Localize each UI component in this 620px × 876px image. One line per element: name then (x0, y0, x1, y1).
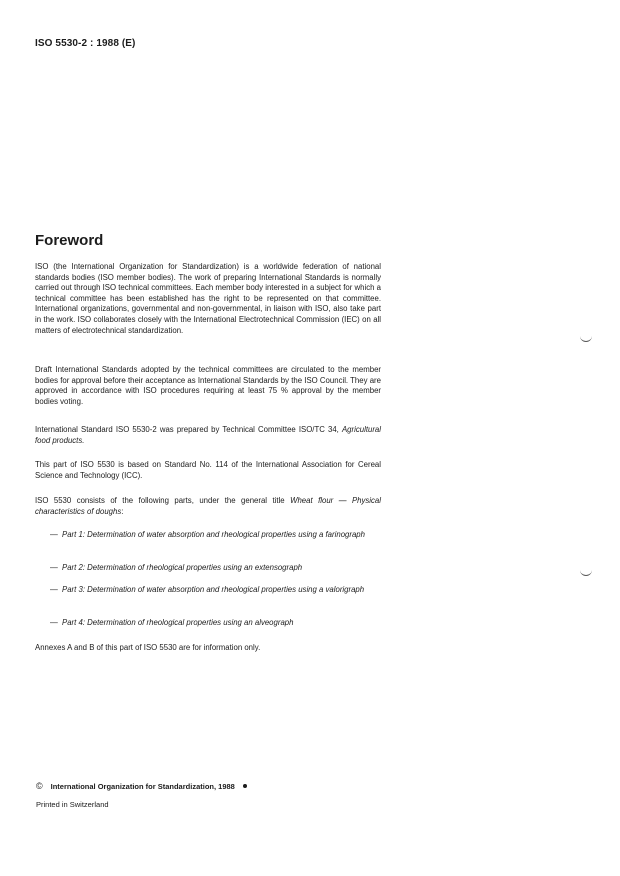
paragraph-committee (35, 425, 381, 446)
list-dash: — (50, 563, 58, 572)
part-label: Part 2 (62, 563, 83, 572)
paragraph-draft-standards: Draft International Standards adopted by the technical committees are circulated to the member bodies for approval before their acceptance as International Standards by the ISO Council. They are approved in accordance with ISO procedures requiring at least 75 % approval by the member bodies voting. (35, 365, 381, 406)
list-item-part-3 (50, 585, 381, 596)
parts-intro-end: : (121, 506, 124, 516)
committee-text: International Standard ISO 5530-2 was prepared by Technical Committee ISO/TC 34, (35, 425, 339, 434)
list-item-part-1 (50, 530, 381, 541)
part-title: : Determination of water absorption and rheological properties using a valorigraph (82, 585, 365, 594)
copyright-line (36, 781, 247, 791)
paragraph-parts-intro (35, 496, 381, 517)
part-title: : Determination of rheological properties using an extensograph (82, 563, 303, 572)
bullet-icon (243, 784, 247, 788)
part-label: Part 4 (62, 618, 83, 627)
paragraph-annexes: Annexes A and B of this part of ISO 5530 are for information only. (35, 643, 261, 652)
list-dash: — (50, 585, 58, 594)
committee-italic: Agricultural food products. (35, 425, 381, 445)
parts-intro-text: ISO 5530 consists of the following parts, under the general title (35, 496, 285, 505)
margin-mark (580, 570, 592, 576)
part-title: : Determination of rheological properties using an alveograph (82, 618, 294, 627)
part-label: Part 1 (62, 530, 83, 539)
printed-in: Printed in Switzerland (36, 800, 109, 809)
paragraph-icc-basis: This part of ISO 5530 is based on Standard No. 114 of the International Association for Cereal Science and Technology (ICC). (35, 460, 381, 480)
part-title: : Determination of water absorption and rheological properties using a farinograph (82, 530, 365, 539)
list-dash: — (50, 618, 58, 627)
foreword-heading: Foreword (35, 232, 104, 249)
paragraph-iso-overview: ISO (the International Organization for Standardization) is a worldwide federation of national standards bodies (ISO member bodies). The work of preparing International Standards is normally carried out through ISO technical committees. Each member body interested in a subject for which a technical committee has been established has the right to be represented on that committee. International organizations, governmental and non-governmental, in liaison with ISO, also take part in the work. ISO collaborates closely with the International Electrotechnical Commission (IEC) on all matters of electrotechnical standardization. (35, 262, 381, 335)
margin-mark (580, 336, 592, 342)
list-item-part-2 (50, 563, 381, 574)
list-item-part-4 (50, 618, 381, 629)
parts-intro-italic: Wheat flour — Physical characteristics of doughs (35, 496, 381, 516)
copyright-text: International Organization for Standardization, 1988 (50, 781, 235, 791)
copyright-icon: © (36, 781, 43, 791)
part-label: Part 3 (62, 585, 83, 594)
page-header-standard-id: ISO 5530-2 : 1988 (E) (35, 38, 136, 49)
list-dash: — (50, 530, 58, 539)
